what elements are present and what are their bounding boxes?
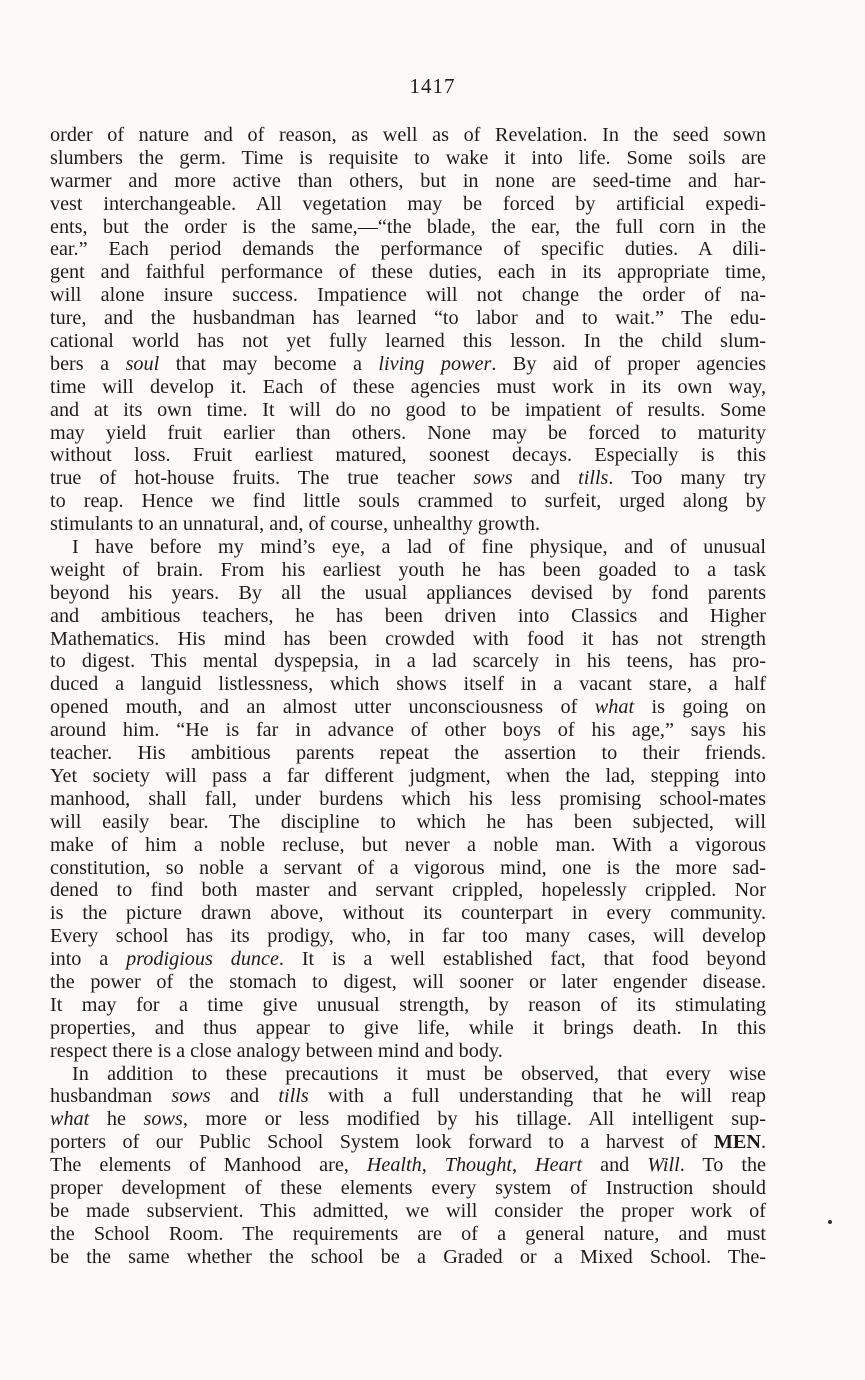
text-line: It may for a time give unusual strength, by reason of its stimulating (50, 993, 766, 1016)
text-line: is the picture drawn above, without its counterpart in every community. (50, 902, 766, 925)
text-line: In addition to these precautions it must be observed, that every wise (72, 1062, 766, 1085)
text-line: and at its own time. It will do no good to be impatient of results. Some (50, 398, 766, 421)
text-line: Mathematics. His mind has been crowded with food it has not strength (50, 627, 766, 650)
text-line: to digest. This mental dyspepsia, in a lad scarcely in his teens, has pro- (50, 650, 766, 673)
text-line: weight of brain. From his earliest youth he has been goaded to a task (50, 558, 766, 581)
text-line: proper development of these elements every system of Instruction should (50, 1176, 766, 1199)
text-line: into a prodigious dunce. It is a well established fact, that food beyond (50, 948, 766, 971)
text-line: around him. “He is far in advance of other boys of his age,” says his (50, 719, 766, 742)
text-line: Every school has its prodigy, who, in far too many cases, will develop (50, 925, 766, 948)
text-line: be made subservient. This admitted, we will consider the proper work of (50, 1199, 766, 1222)
text-line: make of him a noble recluse, but never a noble man. With a vigorous (50, 833, 766, 856)
text-line: will easily bear. The discipline to which he has been subjected, will (50, 810, 766, 833)
paragraph (50, 124, 766, 536)
text-line: time will develop it. Each of these agencies must work in its own way, (50, 375, 766, 398)
text-line: duced a languid listlessness, which shows itself in a vacant stare, a half (50, 673, 766, 696)
text-line: ents, but the order is the same,—“the blade, the ear, the full corn in the (50, 215, 766, 238)
text-line: order of nature and of reason, as well as of Revelation. In the seed sown (50, 124, 766, 146)
text-line: respect there is a close analogy between mind and body. (50, 1039, 503, 1062)
text-line: husbandman sows and tills with a full understanding that he will reap (50, 1085, 766, 1108)
text-line: I have before my mind’s eye, a lad of fine physique, and of unusual (72, 536, 766, 559)
text-line: The elements of Manhood are, Health, Thought, Heart and Will. To the (50, 1154, 767, 1177)
text-line: ear.” Each period demands the performance of specific duties. A dili- (50, 238, 766, 261)
text-line: may yield fruit earlier than others. None may be forced to maturity (50, 421, 766, 444)
paragraph (50, 536, 766, 1062)
text-line: vest interchangeable. All vegetation may be forced by artificial expedi- (50, 192, 766, 215)
text-line: without loss. Fruit earliest matured, soonest decays. Especially is this (50, 444, 766, 467)
text-line: constitution, so noble a servant of a vigorous mind, one is the more sad- (50, 856, 766, 879)
text-line: Yet society will pass a far different judgment, when the lad, stepping into (50, 764, 766, 787)
body-text (50, 124, 766, 1269)
text-line: dened to find both master and servant crippled, hopelessly crippled. Nor (50, 879, 766, 902)
text-line: porters of our Public School System look forward to a harvest of MEN. (50, 1131, 766, 1154)
text-line: manhood, shall fall, under burdens which his less promising school-mates (50, 787, 766, 810)
text-line: stimulants to an unnatural, and, of course, unhealthy growth. (50, 513, 541, 536)
text-line: bers a soul that may become a living power. By aid of proper agencies (50, 352, 767, 375)
text-line: warmer and more active than others, but in none are seed-time and har- (50, 169, 766, 192)
text-line: gent and faithful performance of these duties, each in its appropriate time, (50, 261, 766, 284)
text-line: what he sows, more or less modified by his tillage. All intelligent sup- (50, 1108, 766, 1131)
text-line: properties, and thus appear to give life, while it brings death. In this (50, 1016, 766, 1039)
text-line: and ambitious teachers, he has been driven into Classics and Higher (50, 604, 766, 627)
text-line: opened mouth, and an almost utter unconsciousness of what is going on (50, 696, 766, 719)
text-line: slumbers the germ. Time is requisite to wake it into life. Some soils are (50, 146, 766, 169)
text-line: the School Room. The requirements are of a general nature, and must (50, 1222, 766, 1245)
text-line: will alone insure success. Impatience will not change the order of na- (50, 284, 766, 307)
text-line: ture, and the husbandman has learned “to labor and to wait.” The edu- (50, 307, 766, 330)
text-line: be the same whether the school be a Graded or a Mixed School. The- (50, 1245, 766, 1268)
paragraph (50, 1063, 766, 1269)
text-line: cational world has not yet fully learned this lesson. In the child slum- (50, 330, 766, 353)
page-number: 1417 (409, 74, 456, 98)
text-line: beyond his years. By all the usual appliances devised by fond parents (50, 581, 766, 604)
text-line: true of hot-house fruits. The true teacher sows and tills. Too many try (50, 467, 766, 490)
text-line: teacher. His ambitious parents repeat the assertion to their friends. (50, 742, 766, 765)
ink-speck (828, 1220, 832, 1224)
text-line: to reap. Hence we find little souls crammed to surfeit, urged along by (50, 490, 766, 513)
text-line: the power of the stomach to digest, will sooner or later engender disease. (50, 970, 766, 993)
